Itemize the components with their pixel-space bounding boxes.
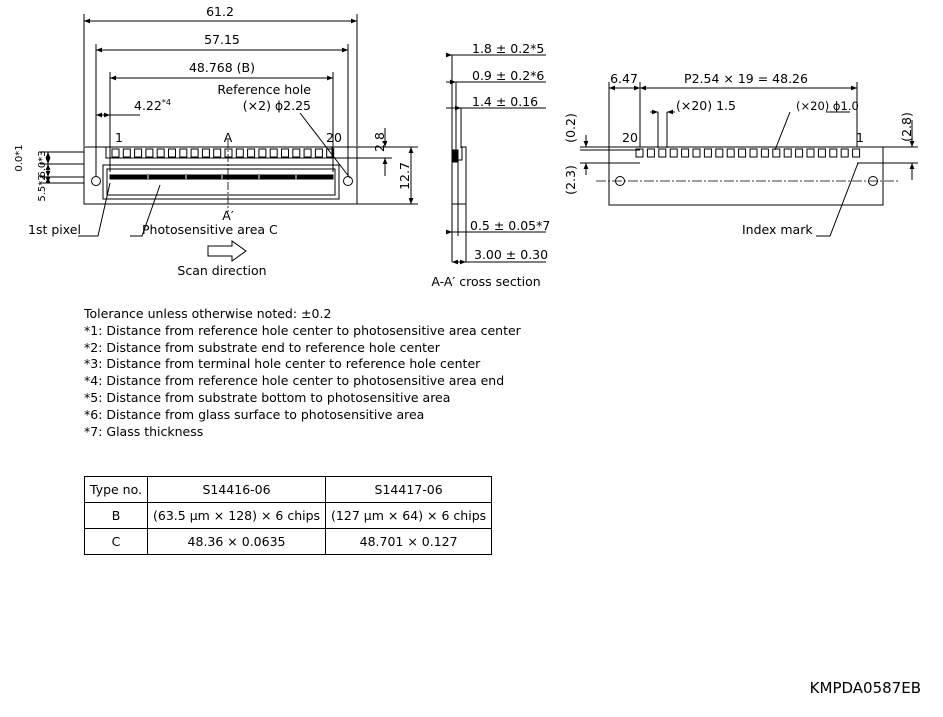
pin-number-20: 20 <box>326 130 342 145</box>
front-terminal-pin <box>180 149 187 157</box>
drawing-code: KMPDA0587EB <box>809 679 921 697</box>
front-terminal-pin <box>169 149 176 157</box>
front-terminal-pin <box>135 149 142 157</box>
table-header-cell: S14416-06 <box>148 477 326 503</box>
back-terminal-pin <box>670 149 677 157</box>
bv-dim-pitch: P2.54 × 19 = 48.26 <box>684 71 808 86</box>
cross-section-text <box>431 41 550 289</box>
section-mark-a-prime: A′ <box>222 208 234 223</box>
bv-dim-pad: (×20) 1.5 <box>676 98 736 113</box>
back-terminal-pin <box>773 149 780 157</box>
section-mark-a: A <box>223 130 233 145</box>
bv-dim-left-bottom: (2.3) <box>563 165 578 195</box>
back-terminal-pin <box>647 149 654 157</box>
back-terminal-pin <box>739 149 746 157</box>
back-terminal-pin <box>761 149 768 157</box>
bv-dim-pin-dia: (×20) ϕ1.0 <box>796 99 859 113</box>
dim-hole-pitch: 57.15 <box>204 32 240 47</box>
bv-dim-left-top: (0.2) <box>563 113 578 143</box>
front-terminal-pin <box>157 149 164 157</box>
back-terminal-pin <box>659 149 666 157</box>
back-terminal-pin <box>784 149 791 157</box>
front-terminal-pin <box>293 149 300 157</box>
front-terminal-pin <box>248 149 255 157</box>
dim-pin-height: 2.8 <box>372 132 387 152</box>
bv-pin-number-20: 20 <box>622 130 638 145</box>
bv-label-index: Index mark <box>742 222 813 237</box>
reference-hole-right <box>344 177 353 186</box>
back-terminal-pin <box>704 149 711 157</box>
front-terminal-pin <box>259 149 266 157</box>
cs-dim-5: 3.00 ± 0.30 <box>474 247 549 262</box>
table-row <box>85 529 492 555</box>
back-pins <box>636 149 860 157</box>
reference-hole-left <box>92 177 101 186</box>
dim-total: 61.2 <box>206 4 234 19</box>
label-photosensitive-area: Photosensitive area C <box>142 222 278 237</box>
back-terminal-pin <box>830 149 837 157</box>
front-terminal-pin <box>146 149 153 157</box>
back-terminal-pin <box>818 149 825 157</box>
front-terminal-pin <box>123 149 130 157</box>
front-terminal-pin <box>191 149 198 157</box>
front-terminal-pin <box>225 149 232 157</box>
back-terminal-pin <box>853 149 860 157</box>
note-line: *7: Glass thickness <box>84 423 204 439</box>
cs-dim-4: 0.5 ± 0.05*7 <box>470 218 551 233</box>
note-line: *3: Distance from terminal hole center to reference hole center <box>84 356 481 372</box>
cs-dim-3: 1.4 ± 0.16 <box>472 94 539 109</box>
note-line: *1: Distance from reference hole center to photosensitive area center <box>84 322 521 338</box>
table-header-cell: S14417-06 <box>326 477 492 503</box>
cs-dim-2: 0.9 ± 0.2*6 <box>472 68 545 83</box>
bv-pin-number-1: 1 <box>856 130 864 145</box>
front-terminal-pin <box>304 149 311 157</box>
front-terminal-pin <box>202 149 209 157</box>
note-line: *4: Distance from reference hole center to photosensitive area end <box>84 373 505 389</box>
back-terminal-pin <box>796 149 803 157</box>
glass-window <box>103 165 339 199</box>
label-scan-direction: Scan direction <box>177 263 267 278</box>
cs-caption: A-A′ cross section <box>431 274 541 289</box>
label-first-pixel: 1st pixel <box>28 222 81 237</box>
scan-direction-arrow <box>208 241 246 261</box>
table-header-cell: Type no. <box>85 477 148 503</box>
note-line: *6: Distance from glass surface to photosensitive area <box>84 406 425 422</box>
back-terminal-pin <box>716 149 723 157</box>
back-terminal-pin <box>682 149 689 157</box>
back-view <box>580 82 918 236</box>
front-terminal-pin <box>315 149 322 157</box>
front-pins <box>112 149 334 157</box>
note-line: Tolerance unless otherwise noted: ±0.2 <box>84 306 332 321</box>
front-terminal-pin <box>282 149 289 157</box>
back-terminal-pin <box>841 149 848 157</box>
back-terminal-pin <box>727 149 734 157</box>
back-terminal-pin <box>693 149 700 157</box>
note-line: *2: Distance from substrate end to reference hole center <box>84 339 440 355</box>
front-view-text <box>14 4 412 278</box>
ref-hole-size: (×2) ϕ2.25 <box>242 98 311 113</box>
bv-dim-edge: 6.47 <box>610 71 638 86</box>
dim-offset: 4.22$^{*4}$ <box>134 98 171 113</box>
cs-dim-1: 1.8 ± 0.2*5 <box>472 41 545 56</box>
back-terminal-pin <box>807 149 814 157</box>
notes <box>84 306 521 440</box>
table-cell: (127 μm × 64) × 6 chips <box>326 503 492 529</box>
table-cell: C <box>85 529 148 555</box>
pin-number-1: 1 <box>115 130 123 145</box>
front-terminal-pin <box>112 149 119 157</box>
table-header-row <box>85 477 492 503</box>
bv-dim-right: (2.8) <box>899 112 914 142</box>
front-terminal-pin <box>236 149 243 157</box>
front-terminal-pin <box>270 149 277 157</box>
spec-table <box>84 476 492 555</box>
table-cell: (63.5 μm × 128) × 6 chips <box>148 503 326 529</box>
table-cell: B <box>85 503 148 529</box>
dim-area: 48.768 (B) <box>188 60 256 75</box>
note-line: *5: Distance from substrate bottom to photosensitive area <box>84 389 451 405</box>
table-cell: 48.701 × 0.127 <box>326 529 492 555</box>
front-terminal-pin <box>214 149 221 157</box>
table-cell: 48.36 × 0.0635 <box>148 529 326 555</box>
ref-hole-label: Reference hole <box>217 82 311 97</box>
dim-v3: 6.0*3 <box>37 150 48 178</box>
table-row <box>85 503 492 529</box>
dim-height: 12.7 <box>397 162 412 190</box>
back-terminal-pin <box>750 149 757 157</box>
dim-v1: 0.0*1 <box>14 144 25 172</box>
dim-v2: 5.5*2 <box>37 174 48 202</box>
dimension-drawing <box>0 0 943 300</box>
